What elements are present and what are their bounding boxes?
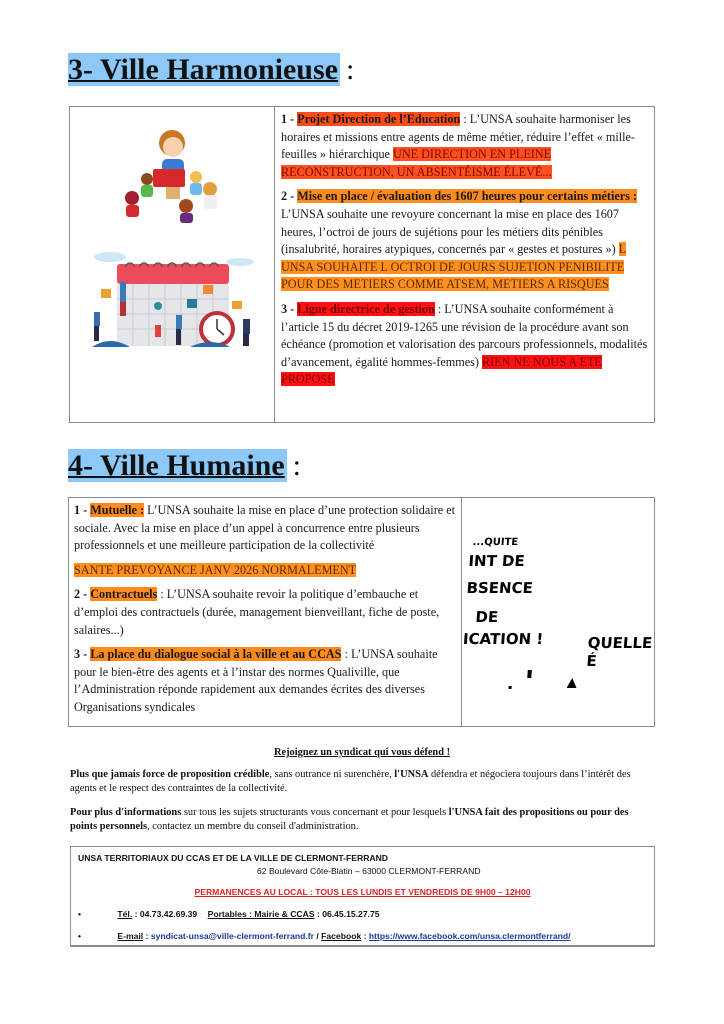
- tel-value[interactable]: : 04.73.42.69.39: [132, 909, 198, 919]
- item-heading: Mise en place / évaluation des 1607 heures pour certains métiers :: [297, 189, 637, 204]
- item-heading: Contractuels: [90, 587, 158, 602]
- footer-paragraph-1: [70, 768, 654, 796]
- item-number: 2 -: [281, 189, 298, 204]
- text: défendra et négociera toujours dans l’intérêt des agents et le respect des contraintes de la collectivité.: [70, 769, 631, 794]
- handwritten-line: ...QUITE: [472, 537, 519, 548]
- handwritten-line: INT DE: [467, 552, 526, 570]
- ink-mark: [567, 678, 578, 688]
- contact-org: UNSA TERRITORIAUX DU CCAS ET DE LA VILLE DE CLERMONT-FERRAND: [78, 853, 389, 863]
- item-text: L’UNSA souhaite la mise en place d’une protection solidaire et sociale. Avec la mise en place d’un appel à concurrence entre plusieurs professionnels et une meilleure participation de la collectivité: [74, 503, 456, 553]
- text: , contactez un membre du conseil d'administration.: [147, 821, 359, 832]
- item-number: 1 -: [281, 112, 298, 126]
- bold-text: l'UNSA fait des propositions ou pour des points personnels: [70, 807, 629, 832]
- section-3-table: [69, 106, 655, 423]
- section-3-title: [68, 52, 354, 88]
- handwritten-line: ICATION !: [462, 630, 544, 648]
- separator: /: [313, 931, 322, 941]
- section-4-item-3: [74, 646, 455, 716]
- handwritten-line: BSENCE: [465, 579, 534, 597]
- text: , sans outrance ni surenchère,: [269, 769, 395, 780]
- teacher-reading-icon: [125, 130, 217, 223]
- item-heading: Mutuelle :: [90, 503, 145, 517]
- item-highlight: RIEN NE NOUS A ETE PROPOSE: [281, 354, 602, 387]
- section-4-item-highlight: [74, 562, 455, 580]
- section-3-image-cell: [70, 107, 275, 423]
- section-3-item-1: [281, 111, 648, 181]
- item-highlight: SANTE PREVOYANCE JANV 2026 NORMALEMENT: [74, 562, 357, 577]
- calendar-illustration-icon: [92, 252, 254, 347]
- contact-permanences: PERMANENCES AU LOCAL : TOUS LES LUNDIS ET VENDREDIS DE 9H00 – 12H00: [194, 887, 531, 897]
- item-heading: La place du dialogue social à la ville et au CCAS: [90, 647, 342, 662]
- handwritten-text-image: [462, 498, 655, 722]
- section-3-item-3: [281, 301, 648, 389]
- footer-paragraph-2: [70, 806, 654, 834]
- separator: :: [143, 931, 151, 941]
- portables-label: Portables : Mairie & CCAS: [207, 909, 315, 919]
- bullet: •: [78, 931, 82, 941]
- item-number: 3 -: [74, 647, 91, 662]
- illustration-teacher-and-calendar: [70, 107, 274, 417]
- item-text: L’UNSA souhaite une revoyure concernant la mise en place des 1607 heures, l’octroi de jours de sujétions pour les métiers dits pénibles (insalubrité, horaires atypiques, concernés par « gestes et postures »): [281, 206, 619, 257]
- join-title-text: Rejoignez un syndicat qui vous défend !: [273, 747, 451, 758]
- email-link[interactable]: syndicat-unsa@ville-clermont-ferrand.fr: [150, 931, 314, 941]
- section-3-text-cell: [275, 107, 655, 423]
- bold-text: Plus que jamais force de proposition crédible: [70, 769, 270, 780]
- section-4-item-1: [74, 502, 455, 555]
- item-text: : L’UNSA souhaite harmoniser les horaires et missions entre agents de même métier, réduire l’effet « mille-feuilles » hiérarchique: [281, 112, 635, 162]
- bold-text: Pour plus d'informations: [70, 807, 182, 818]
- section-4-item-2: [74, 586, 455, 639]
- contact-phone-row: [78, 909, 653, 919]
- item-heading: Ligne directrice de gestion: [297, 301, 435, 316]
- item-text: : L’UNSA souhaite pour le bien-être des agents et à l’instar des normes Qualiville, que l’Administration réponde rapidement aux demandes écrites des diverses Organisations syndicales: [74, 647, 438, 714]
- item-highlight: UNE DIRECTION EN PLEINE RECONSTRUCTION, UN ABSENTÉISME ÉLEVÉ...: [281, 147, 552, 179]
- handwritten-line: QUELLE É: [585, 634, 653, 670]
- ink-mark: [527, 670, 532, 678]
- item-text: : L’UNSA souhaite revoir la politique d’embauche et d’emploi des contractuels (durée, management bienveillant, fiche de poste, salaires...): [74, 587, 440, 637]
- join-title: [70, 746, 654, 760]
- email-label: E-mail: [117, 931, 144, 941]
- section-4-image-cell: [462, 498, 655, 727]
- bullet: •: [78, 909, 82, 919]
- contact-address: 62 Boulevard Côte-Blatin – 63000 CLERMONT-FERRAND: [257, 866, 481, 876]
- section-4-title-text: 4- Ville Humaine: [68, 449, 285, 482]
- bold-text: l'UNSA: [394, 769, 429, 780]
- item-heading: Projet Direction de l’Education: [297, 112, 461, 126]
- portables-value[interactable]: : 06.45.15.27.75: [314, 909, 380, 919]
- section-4-table: [68, 497, 655, 727]
- section-3-item-2: [281, 188, 648, 294]
- item-number: 2 -: [74, 587, 91, 602]
- section-3-title-text: 3- Ville Harmonieuse: [68, 53, 338, 86]
- item-number: 3 -: [281, 301, 298, 316]
- item-number: 1 -: [74, 503, 91, 517]
- tel-label: Tél.: [117, 909, 133, 919]
- facebook-label: Facebook: [321, 931, 362, 941]
- ink-mark: [508, 686, 511, 689]
- contact-box: [70, 846, 655, 947]
- item-highlight: L UNSA SOUHAITE L OCTROI DE JOURS SUJETION PENIBILITE POUR DES METIERS COMME ATSEM, METIERS A RISQUES: [281, 242, 627, 292]
- separator: :: [361, 931, 369, 941]
- section-4-title-colon: :: [292, 449, 302, 482]
- section-4-title: [68, 448, 301, 484]
- section-4-text-cell: [69, 498, 462, 727]
- handwritten-line: DE: [474, 608, 499, 626]
- facebook-link[interactable]: https://www.facebook.com/unsa.clermontferrand/: [368, 931, 571, 941]
- text: sur tous les sujets structurants vous concernant et pour lesquels: [181, 807, 449, 818]
- contact-web-row: [78, 931, 656, 941]
- item-text: : L’UNSA souhaite conformément à l’article 15 du décret 2019-1265 une révision de la procédure avant son échéance (promotion et valorisation des parcours professionnels, modalités d’avancement, égalité hommes-femmes): [281, 301, 648, 369]
- section-3-title-colon: :: [345, 53, 355, 86]
